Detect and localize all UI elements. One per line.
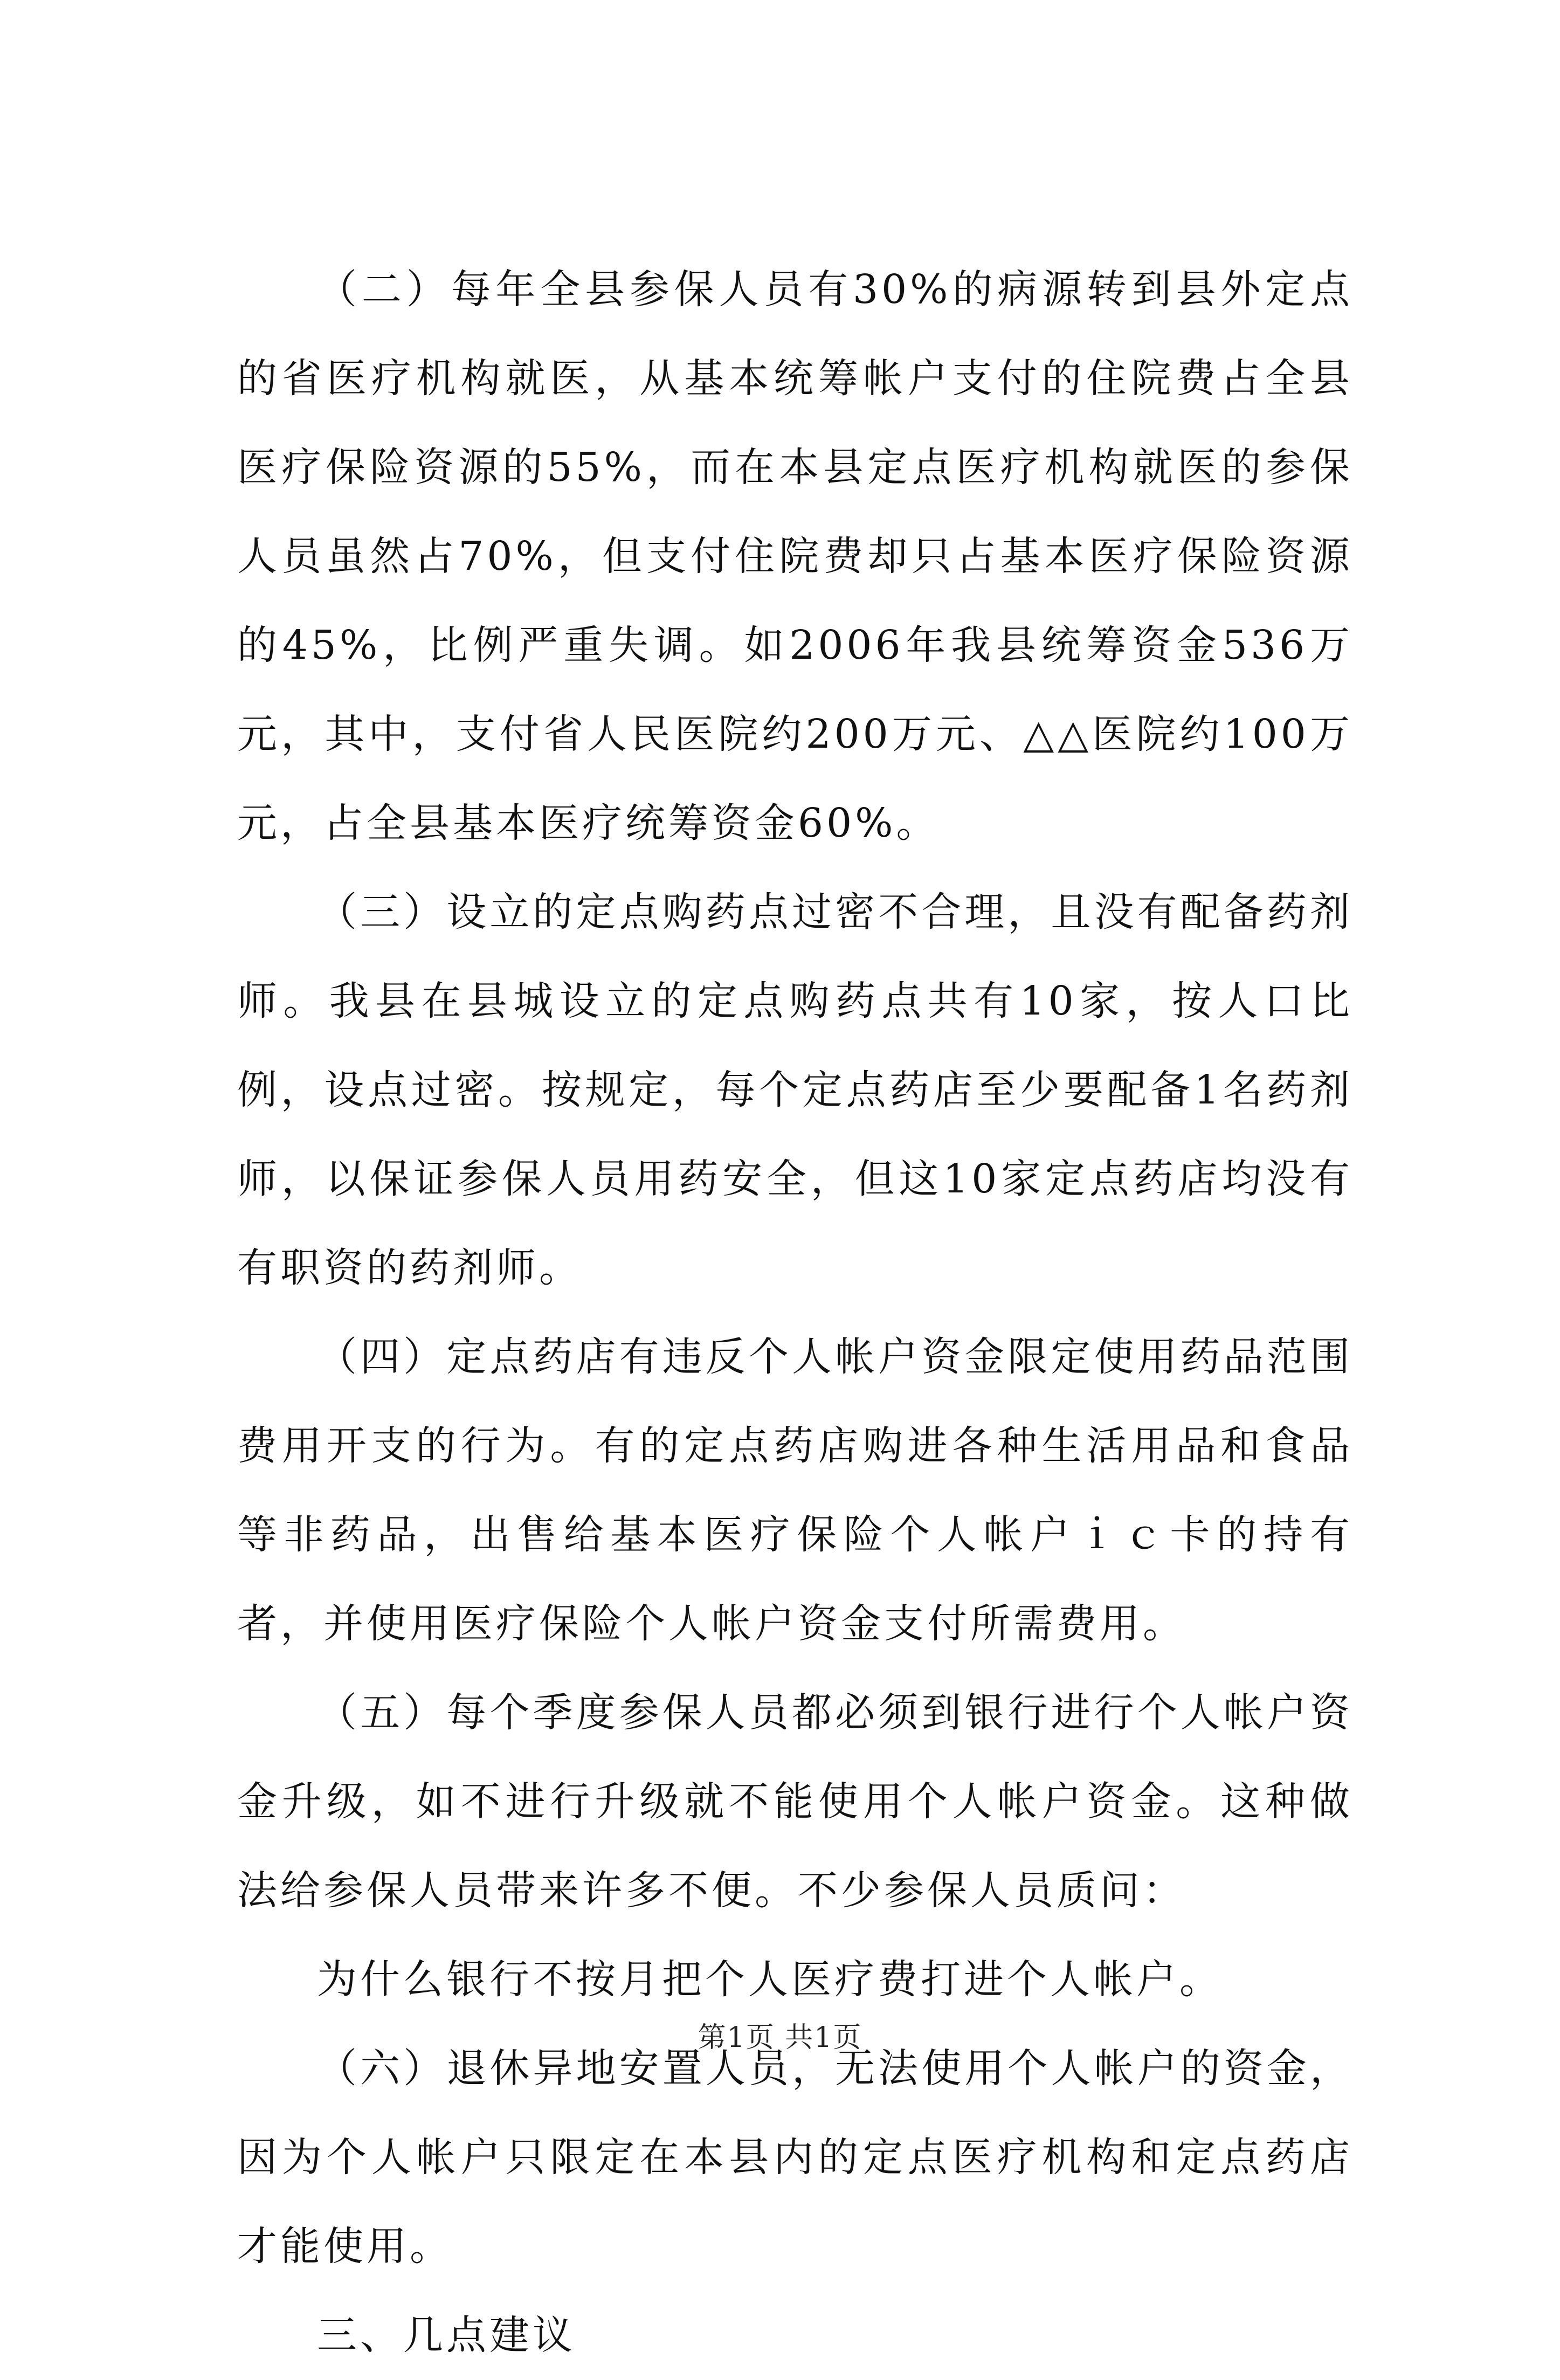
paragraph-item-3: （三）设立的定点购药点过密不合理，且没有配备药剂师。我县在县城设立的定点购药点共有10家，按人口比例，设点过密。按规定，每个定点药店至少要配备1名药剂师，以保证参保人员用药安全，但这10家定点药店均没有有职资的药剂师。 [237, 889, 1353, 1291]
paragraph-item-4: （四）定点药店有违反个人帐户资金限定使用药品范围费用开支的行为。有的定点药店购进各种生活用品和食品等非药品，出售给基本医疗保险个人帐户ｉｃ卡的持有者，并使用医疗保险个人帐户资金支付所需费用。 [237, 1334, 1353, 1647]
section-heading: 三、几点建议 [317, 2312, 576, 2358]
paragraph-item-5: （五）每个季度参保人员都必须到银行进行个人帐户资金升级，如不进行升级就不能使用个人帐户资金。这种做法给参保人员带来许多不便。不少参保人员质问： [237, 1689, 1353, 1914]
paragraph-item-2: （二）每年全县参保人员有30%的病源转到县外定点的省医疗机构就医，从基本统筹帐户支付的住院费占全县医疗保险资源的55%，而在本县定点医疗机构就医的参保人员虽然占70%，但支付住院费却只占基本医疗保险资源的45%，比例严重失调。如2006年我县统筹资金536万元，其中，支付省人民医院约200万元、△△医院约100万元，占全县基本医疗统筹资金60%。 [237, 266, 1353, 846]
document-body [237, 245, 1353, 2380]
paragraph-item-6: （六）退休异地安置人员，无法使用个人帐户的资金，因为个人帐户只限定在本县内的定点医疗机构和定点药店才能使用。 [237, 2045, 1353, 2269]
page-footer: 第1页 共1页 [698, 2022, 862, 2054]
paragraph-question: 为什么银行不按月把个人医疗费打进个人帐户。 [317, 1956, 1223, 2003]
